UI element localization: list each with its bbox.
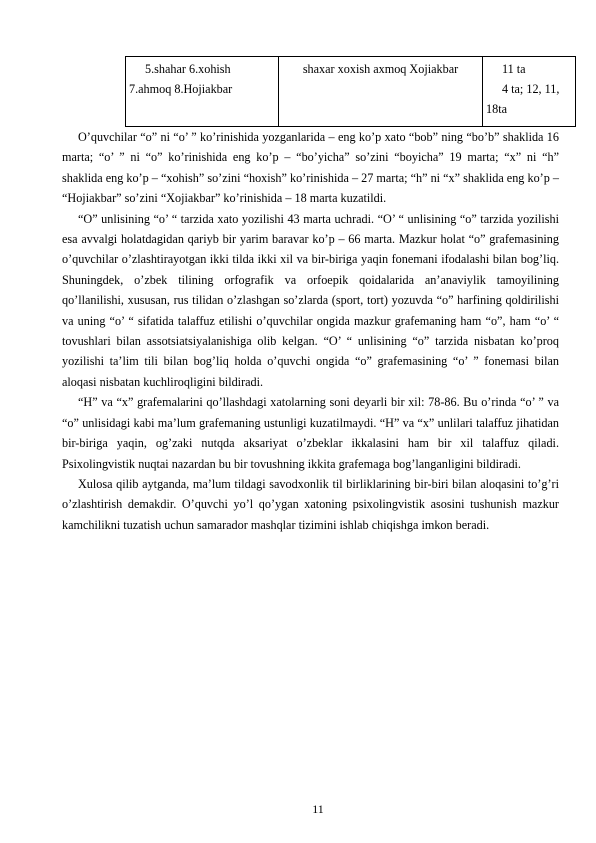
table-cell-counts [483, 57, 576, 127]
cell-line: 7.ahmoq 8.Hojiakbar [129, 82, 233, 96]
cell-line: 11 ta [502, 62, 526, 76]
cell-line: 5.shahar 6.xohish [145, 62, 231, 76]
paragraph: Xulosa qilib aytganda, ma’lum tildagi savodxonlik til birliklarining bir-biri bilan aloqasini to’g’ri o’zlashtirish demakdir. O’quvchi yo’l qo’ygan xatoning psixolingvistik asosini tushunish mazkur kamchilikni tuzatish uchun samarador mashqlar tizimini ishlab chiqishga imkon beradi. [62, 476, 559, 532]
cell-line: 4 ta; 12, 11, [502, 82, 560, 96]
paragraph: O’quvchilar “o” ni “o’ ” ko’rinishida yozganlarida – eng ko’p xato “bob” ning “bo’b” shaklida 16 marta; “o’ ” ni “o” ko’rinishida eng ko’p – “bo’yicha” so’zini “boyicha” 19 marta; “x” ni “h” shaklida eng ko’p – “xohish” so’zini “hoxish” ko’rinishida – 27 marta; “h” ni “x” shaklida eng ko’p – “Hojiakbar” so’zini “Xojiakbar” ko’rinishida – 18 marta kuzatildi. [62, 130, 559, 206]
cell-line: 18ta [486, 102, 507, 116]
table-cell-words [126, 57, 279, 127]
paragraph: “H” va “x” grafemalarini qo’llashdagi xatolarning soni deyarli bir xil: 78-86. Bu o’rinda “o’ ” va “o” unlisidagi kabi ma’lum grafemaning ustunligi kuzatilmaydi. “H” va “x” unlilari talaffuz jihatidan bir-biriga yaqin, og’zaki nutqda aksariyat o’zbeklar ikkalasini ham bir xil talaffuz qiladi. Psixolingvistik nuqtai nazardan bu bir tovushning ikkita grafemaga bog’langanligini bildiradi. [62, 395, 559, 471]
paragraph: “O” unlisining “o’ “ tarzida xato yozilishi 43 marta uchradi. “O’ “ unlisining “o” tarzida yozilishi esa avvalgi holatdagidan qariyb bir yarim baravar ko’p – 66 marta. Mazkur holat “o” grafemasining o’quvchilar o’zlashtirayotgan ikki tilda ikki xil va bir-biriga yaqin fonemani ifodalashi bilan bog’liq. Shuningdek, o’zbek tilining orfografik va orfoepik qoidalarida an’anaviylik tamoyilining qo’llanilishi, xususan, rus tilidan o’zlashgan so’zlarda (sport, tort) yozuvda “o” harfining qoldirilishi va uning “o’ “ sifatida talaffuz etilishi o’quvchilar ongida mazkur grafemaning ham “o”, ham “o’ “ tovushlari bilan assotsiatsiyalanishiga olib kelgan. “O’ “ unlisining “o” tarzida nisbatan ko’proq yozilishi ta’lim tili bilan bog’liq holda o’quvchi ongida “o” grafemasining “o’ ” fonemasi bilan aloqasi nisbatan kuchliroqligini bildiradi. [62, 211, 559, 389]
cell-line: shaxar xoxish axmoq Xojiakbar [302, 62, 459, 76]
table-cell-errors [279, 57, 483, 127]
table-row [126, 57, 576, 127]
data-table [125, 56, 576, 127]
page-number: 11 [312, 802, 324, 816]
body-text [62, 127, 559, 535]
